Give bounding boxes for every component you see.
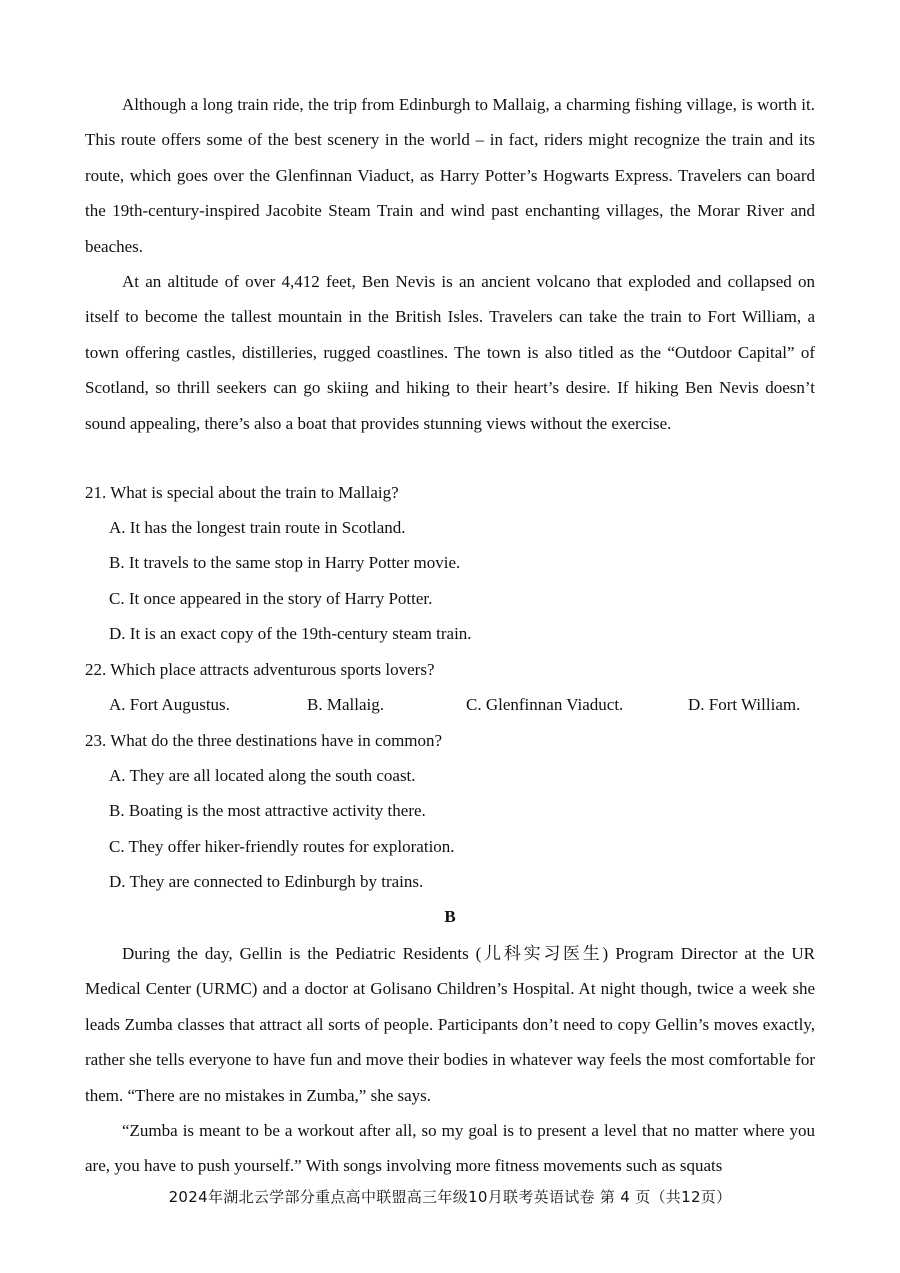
question-23-option-a: A. They are all located along the south coast. xyxy=(109,766,416,785)
question-22-option-c: C. Glenfinnan Viaduct. xyxy=(466,695,624,714)
question-21-stem: 21. What is special about the train to Mallaig? xyxy=(85,483,399,502)
passage-a-paragraph-2: At an altitude of over 4,412 feet, Ben Nevis is an ancient volcano that exploded and collapsed on itself to become the tallest mountain in the British Isles. Travelers can take the train to Fort William, a town offering castles, distilleries, rugged coastlines. The town is also titled as the “Outdoor Capital” of Scotland, so thrill seekers can go skiing and hiking to their heart’s desire. If hiking Ben Nevis doesn’t sound appealing, there’s also a boat that provides stunning views without the exercise. xyxy=(85,272,815,433)
question-22-option-d: D. Fort William. xyxy=(688,695,801,714)
question-22-stem: 22. Which place attracts adventurous sports lovers? xyxy=(85,660,435,679)
question-22-options xyxy=(0,694,900,716)
page-footer: 2024年湖北云学部分重点高中联盟高三年级10月联考英语试卷 第 4 页（共12页） xyxy=(168,1188,732,1206)
question-23-option-b: B. Boating is the most attractive activity there. xyxy=(109,801,426,820)
question-21-option-c: C. It once appeared in the story of Harry Potter. xyxy=(109,589,433,608)
question-22-option-a: A. Fort Augustus. xyxy=(109,695,230,714)
question-23-option-d: D. They are connected to Edinburgh by trains. xyxy=(109,872,424,891)
passage-b-heading: B xyxy=(444,907,456,926)
question-21-option-b: B. It travels to the same stop in Harry Potter movie. xyxy=(109,553,461,572)
question-21-option-d: D. It is an exact copy of the 19th-century steam train. xyxy=(109,624,472,643)
question-23-stem: 23. What do the three destinations have in common? xyxy=(85,731,443,750)
question-23-option-c: C. They offer hiker-friendly routes for exploration. xyxy=(109,837,455,856)
passage-b-paragraph-2: “Zumba is meant to be a workout after all, so my goal is to present a level that no matter where you are, you have to push yourself.” With songs involving more fitness movements such as squats xyxy=(85,1121,815,1176)
question-22-option-b: B. Mallaig. xyxy=(307,695,384,714)
passage-a-paragraph-1: Although a long train ride, the trip from Edinburgh to Mallaig, a charming fishing village, is worth it. This route offers some of the best scenery in the world – in fact, riders might recognize the train and its route, which goes over the Glenfinnan Viaduct, as Harry Potter’s Hogwarts Express. Travelers can board the 19th-century-inspired Jacobite Steam Train and wind past enchanting villages, the Morar River and beaches. xyxy=(85,95,815,256)
question-21-option-a: A. It has the longest train route in Scotland. xyxy=(109,518,406,537)
passage-b-paragraph-1: During the day, Gellin is the Pediatric Residents (儿科实习医生) Program Director at the UR Medical Center (URMC) and a doctor at Golisano Children’s Hospital. At night though, twice a week she leads Zumba classes that attract all sorts of people. Participants don’t need to copy Gellin’s moves exactly, rather she tells everyone to have fun and move their bodies in whatever way feels the most comfortable for them. “There are no mistakes in Zumba,” she says. xyxy=(85,944,815,1105)
